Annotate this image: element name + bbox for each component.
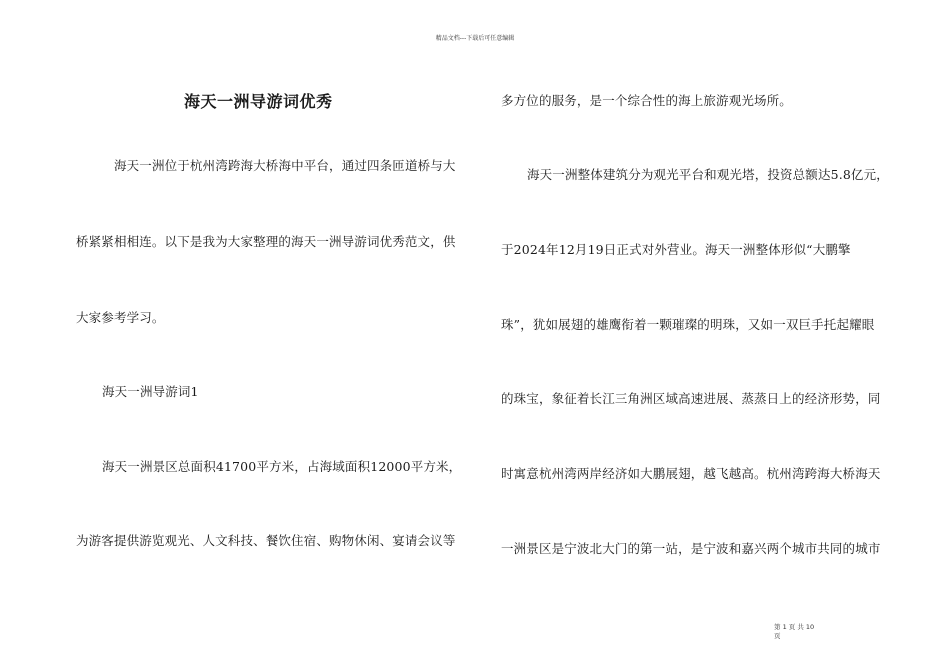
section-heading: 海天一洲导游词1: [102, 384, 199, 399]
paragraph-line: 一洲景区是宁波北大门的第一站，是宁波和嘉兴两个城市共同的城市: [501, 541, 881, 556]
paragraph-line: 珠”，犹如展翅的雄鹰衔着一颗璀璨的明珠，又如一双巨手托起耀眼: [501, 317, 875, 332]
paragraph-line: 桥紧紧相相连。以下是我为大家整理的海天一洲导游词优秀范文，供: [76, 234, 456, 249]
header-note: 精品文档---下载后可任意编辑: [435, 35, 515, 42]
page-number-line: 页: [774, 632, 781, 640]
page-number: [774, 623, 814, 641]
paragraph-line: 于2024年12月19日正式对外营业。海天一洲整体形似“大鹏擎: [501, 242, 851, 257]
page-number-line: 第 1 页 共 10: [774, 623, 815, 631]
page-title: 海天一洲导游词优秀: [184, 92, 333, 111]
paragraph-line: 时寓意杭州湾两岸经济如大鹏展翅，越飞越高。杭州湾跨海大桥海天: [501, 466, 881, 481]
paragraph-line: 海天一洲景区总面积41700平方米，占海域面积12000平方米，: [102, 459, 462, 474]
paragraph-line: 大家参考学习。: [76, 310, 165, 325]
paragraph-line: 海天一洲位于杭州湾跨海大桥海中平台，通过四条匝道桥与大: [114, 158, 456, 173]
paragraph-line: 海天一洲整体建筑分为观光平台和观光塔，投资总额达5.8亿元，: [527, 167, 889, 182]
paragraph-line: 为游客提供游览观光、人文科技、餐饮住宿、购物休闲、宴请会议等: [76, 533, 456, 548]
paragraph-line: 的珠宝，象征着长江三角洲区域高速进展、蒸蒸日上的经济形势，同: [501, 391, 881, 406]
paragraph-line: 多方位的服务，是一个综合性的海上旅游观光场所。: [501, 93, 792, 108]
